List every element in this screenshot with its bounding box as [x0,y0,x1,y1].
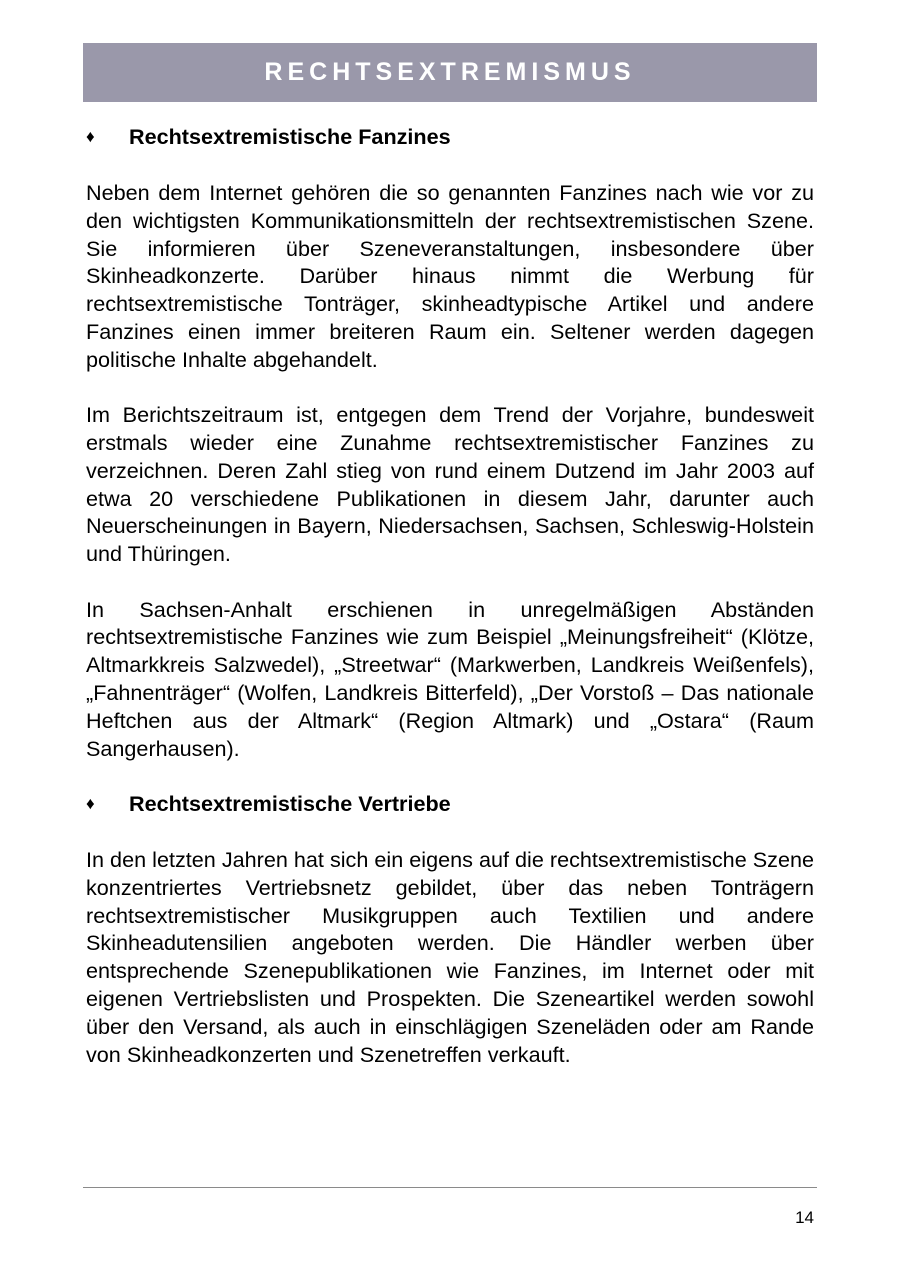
paragraph: Neben dem Internet gehören die so genannten Fanzines nach wie vor zu den wichtigsten Kommunikationsmitteln der rechtsextremistischen Szene. Sie informieren über Szeneveranstaltungen, insbesondere über Skinheadkonzerte. Darüber hinaus nimmt die Werbung für rechtsextremistische Tonträger, skinheadtypische Artikel und andere Fanzines einen immer breiteren Raum ein. Seltener werden dagegen politische Inhalte abgehandelt. [86,180,814,372]
section-vertriebe [86,790,814,1068]
section-heading [86,790,814,818]
section-fanzines [86,123,814,762]
footer-divider [83,1187,817,1188]
document-body [86,123,814,1096]
page-header-title: RECHTSEXTREMISMUS [264,58,636,86]
diamond-bullet-icon: ♦ [86,793,95,813]
page-header-bar [83,43,817,102]
diamond-bullet-icon: ♦ [86,127,95,146]
paragraph: Im Berichtszeitraum ist, entgegen dem Trend der Vorjahre, bundesweit erstmals wieder eine Zunahme rechtsextremistischer Fanzines zu verzeichnen. Deren Zahl stieg von rund einem Dutzend im Jahr 2003 auf etwa 20 verschiedene Publikationen in diesem Jahr, darunter auch Neuerscheinungen in Bayern, Niedersachsen, Sachsen, Schleswig-Holstein und Thüringen. [86,402,814,567]
paragraph: In Sachsen-Anhalt erschienen in unregelmäßigen Abständen rechtsextremistische Fanzines wie zum Beispiel „Meinungsfreiheit“ (Klötze, Altmarkkreis Salzwedel), „Streetwar“ (Markwerben, Landkreis Weißenfels), „Fahnenträger“ (Wolfen, Landkreis Bitterfeld), „Der Vorstoß – Das nationale Heftchen aus der Altmark“ (Region Altmark) und „Ostara“ (Raum Sangerhausen). [86,596,814,761]
section-heading-text: Rechtsextremistische Fanzines [129,124,451,149]
page-number: 14 [795,1208,814,1227]
paragraph: In den letzten Jahren hat sich ein eigens auf die rechtsextremistische Szene konzentriertes Vertriebsnetz gebildet, über das neben Tonträgern rechtsextremistischer Musikgruppen auch Textilien und andere Skinheadutensilien angeboten werden. Die Händler werben über entsprechende Szenepublikationen wie Fanzines, im Internet oder mit eigenen Vertriebslisten und Prospekten. Die Szeneartikel werden sowohl über den Versand, als auch in einschlägigen Szeneläden oder am Rande von Skinheadkonzerten und Szenetreffen verkauft. [86,846,814,1067]
section-heading-text: Rechtsextremistische Vertriebe [129,790,451,816]
section-heading [86,123,814,151]
